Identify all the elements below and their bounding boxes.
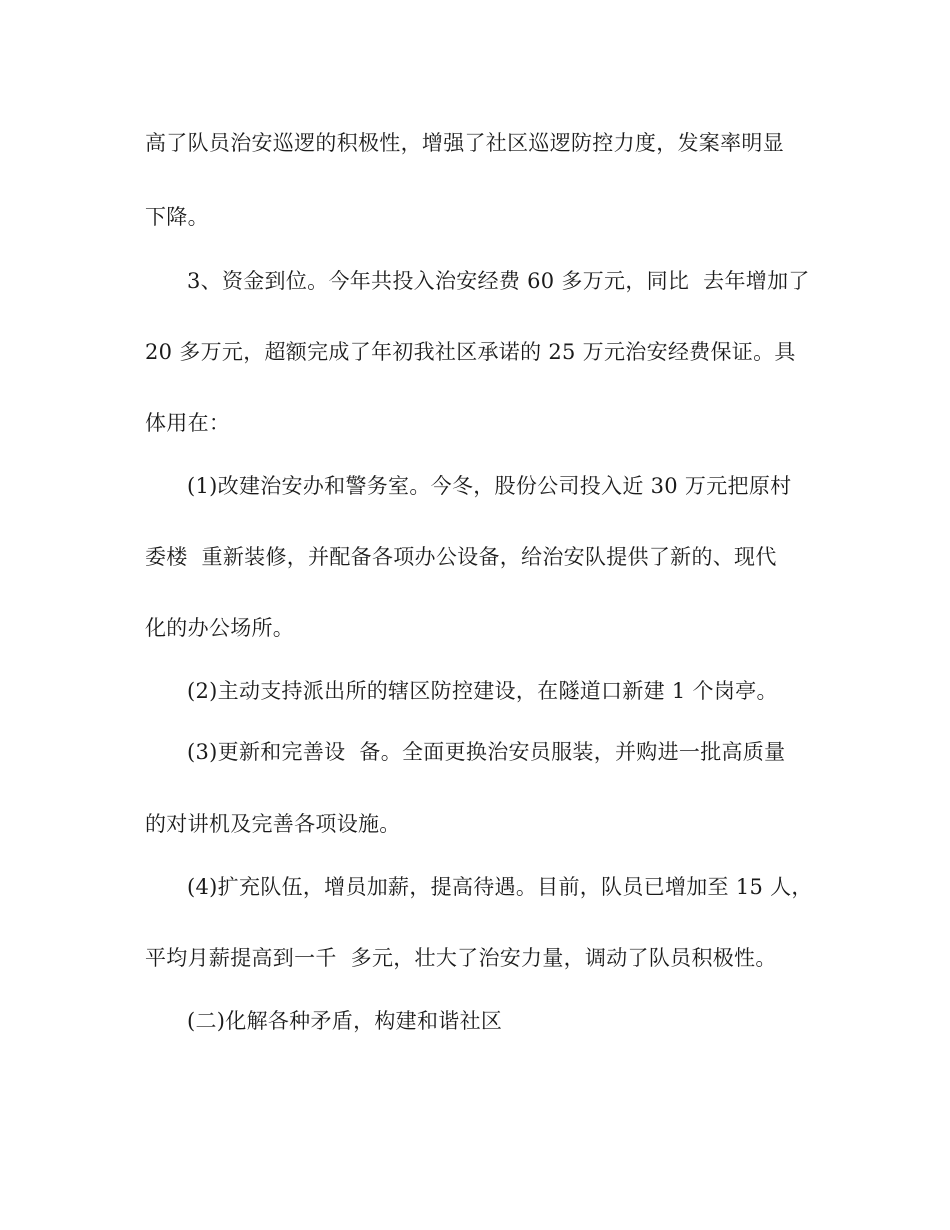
paragraph-line-2: 下降。 [145,205,209,229]
list-item-3-line-2: 的对讲机及完善各项设施。 [145,812,401,836]
paragraph-line-1: 高了队员治安巡逻的积极性，增强了社区巡逻防控力度，发案率明显 [145,131,784,155]
paragraph-line-3: 3、资金到位。今年共投入治安经费 60 多万元，同比 去年增加了 [187,269,810,293]
list-item-1-line-1: (1)改建治安办和警务室。今冬，股份公司投入近 30 万元把原村 [187,474,792,498]
paragraph-line-4: 20 多万元，超额完成了年初我社区承诺的 25 万元治安经费保证。具 [145,340,796,364]
section-heading: (二)化解各种矛盾，构建和谐社区 [187,1009,503,1033]
list-item-2: (2)主动支持派出所的辖区防控建设，在隧道口新建 1 个岗亭。 [187,679,778,703]
list-item-1-line-3: 化的办公场所。 [145,616,295,640]
list-item-4-line-1: (4)扩充队伍，增员加薪，提高待遇。目前，队员已增加至 15 人， [187,875,813,899]
paragraph-line-5: 体用在： [145,411,231,435]
list-item-4-line-2: 平均月薪提高到一千 多元，壮大了治安力量，调动了队员积极性。 [145,946,777,970]
list-item-3-line-1: (3)更新和完善设 备。全面更换治安员服装，并购进一批高质量 [187,740,786,764]
list-item-1-line-2: 委楼 重新装修，并配备各项办公设备，给治安队提供了新的、现代 [145,545,777,569]
